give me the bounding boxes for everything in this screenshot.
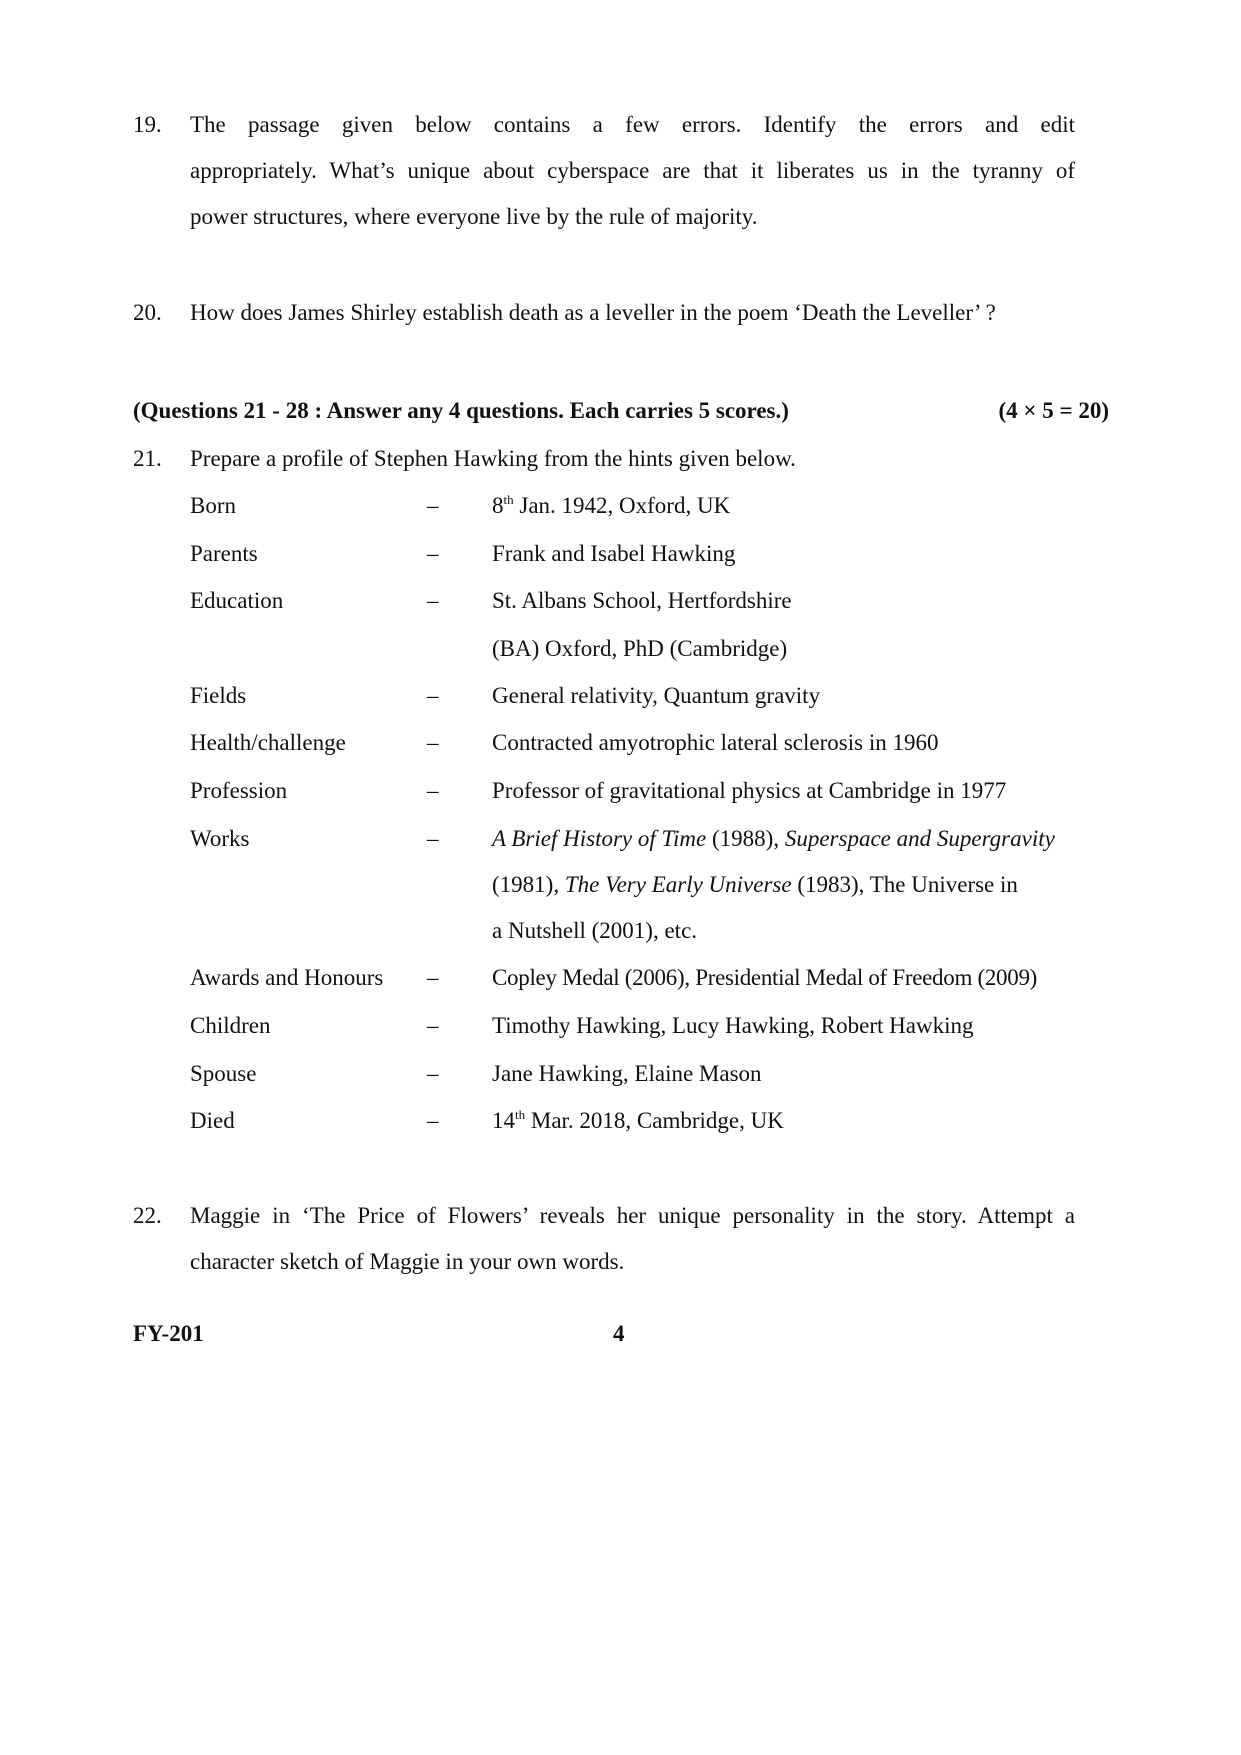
education-label: Education — [190, 588, 284, 613]
died-day: 14 — [492, 1108, 515, 1133]
died-label: Died — [190, 1108, 235, 1133]
born-dash: – — [427, 493, 439, 518]
spouse-label: Spouse — [190, 1061, 257, 1086]
q19-line-3: power structures, where everyone live by the rule of majority. — [190, 204, 758, 229]
q22-line-2: character sketch of Maggie in your own words. — [190, 1249, 625, 1274]
works-line-1 — [492, 826, 1055, 852]
section-instruction: (Questions 21 - 28 : Answer any 4 questions. Each carries 5 scores.) — [133, 398, 789, 423]
died-value — [492, 1108, 784, 1134]
work-title-3: The Very Early Universe — [564, 872, 792, 897]
children-value: Timothy Hawking, Lucy Hawking, Robert Hawking — [492, 1013, 974, 1038]
paper-code: FY-201 — [133, 1321, 204, 1346]
q22-number: 22. — [133, 1203, 162, 1228]
spouse-value: Jane Hawking, Elaine Mason — [492, 1061, 762, 1086]
education-value-1: St. Albans School, Hertfordshire — [492, 588, 792, 613]
works-line-2 — [492, 872, 1018, 898]
profession-label: Profession — [190, 778, 288, 803]
died-dash: – — [427, 1108, 439, 1133]
works-line-3: a Nutshell (2001), etc. — [492, 918, 698, 943]
q20-number: 20. — [133, 300, 162, 325]
work-title-1: A Brief History of Time — [492, 826, 707, 851]
parents-label: Parents — [190, 541, 258, 566]
education-dash: – — [427, 588, 439, 613]
q19-line-1: The passage given below contains a few errors. Identify the errors and edit — [190, 112, 1075, 137]
works-dash: – — [427, 826, 439, 851]
section-marks: (4 × 5 = 20) — [998, 398, 1109, 423]
children-label: Children — [190, 1013, 271, 1038]
born-day: 8 — [492, 493, 504, 518]
fields-dash: – — [427, 683, 439, 708]
q20-text: How does James Shirley establish death as a leveller in the poem ‘Death the Leveller’ ? — [190, 300, 996, 325]
profession-dash: – — [427, 778, 439, 803]
work-title-2: Superspace and Supergravity — [784, 826, 1055, 851]
died-rest: Mar. 2018, Cambridge, UK — [525, 1108, 784, 1133]
died-day-suffix: th — [515, 1107, 526, 1122]
health-dash: – — [427, 730, 439, 755]
work-year-2: (1981), — [492, 872, 565, 897]
work-year-3: (1983), The Universe in — [791, 872, 1018, 897]
children-dash: – — [427, 1013, 439, 1038]
health-label: Health/challenge — [190, 730, 346, 755]
work-year-1: (1988), — [706, 826, 785, 851]
q19-line-2: appropriately. What’s unique about cyberspace are that it liberates us in the tyranny of — [190, 158, 1075, 183]
page-number: 4 — [613, 1321, 625, 1346]
q21-text: Prepare a profile of Stephen Hawking from the hints given below. — [190, 446, 796, 471]
q19-number: 19. — [133, 112, 162, 137]
awards-value: Copley Medal (2006), Presidential Medal of Freedom (2009) — [492, 965, 1037, 990]
profession-value: Professor of gravitational physics at Cambridge in 1977 — [492, 778, 1007, 803]
born-day-suffix: th — [503, 492, 514, 507]
parents-value: Frank and Isabel Hawking — [492, 541, 736, 566]
awards-label: Awards and Honours — [190, 965, 384, 990]
born-rest: Jan. 1942, Oxford, UK — [513, 493, 731, 518]
parents-dash: – — [427, 541, 439, 566]
q21-number: 21. — [133, 446, 162, 471]
born-label: Born — [190, 493, 236, 518]
awards-dash: – — [427, 965, 439, 990]
works-label: Works — [190, 826, 250, 851]
fields-label: Fields — [190, 683, 247, 708]
health-value: Contracted amyotrophic lateral sclerosis in 1960 — [492, 730, 939, 755]
spouse-dash: – — [427, 1061, 439, 1086]
education-value-2: (BA) Oxford, PhD (Cambridge) — [492, 636, 788, 661]
born-value — [492, 493, 730, 519]
q22-line-1: Maggie in ‘The Price of Flowers’ reveals her unique personality in the story. Attempt a — [190, 1203, 1075, 1228]
fields-value: General relativity, Quantum gravity — [492, 683, 821, 708]
